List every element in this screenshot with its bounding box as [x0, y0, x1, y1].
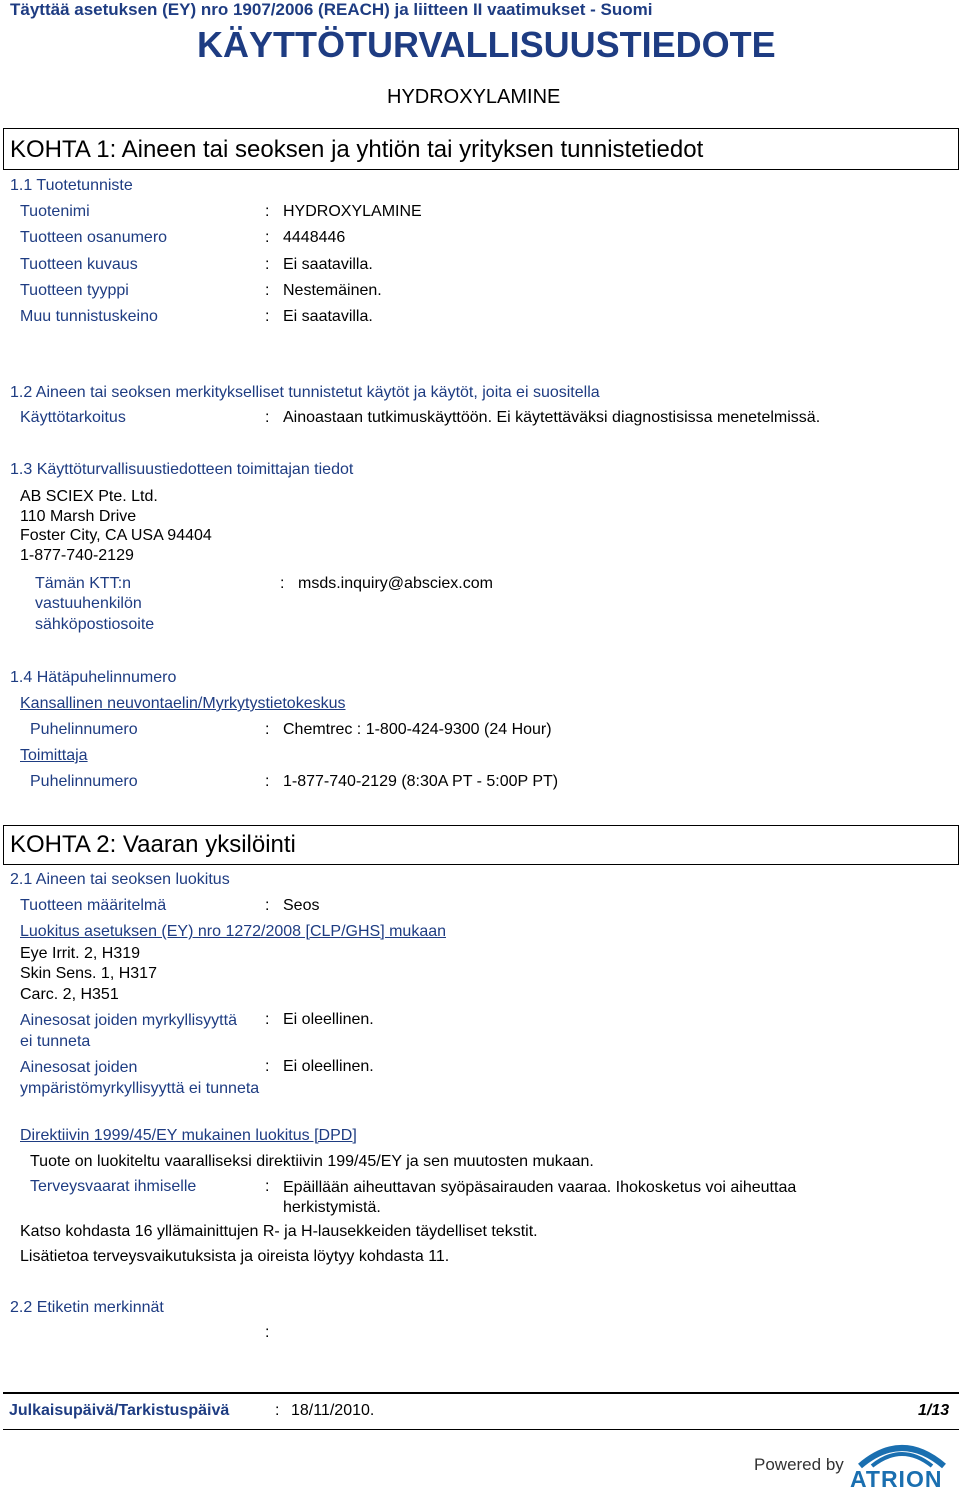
email-address: msds.inquiry@absciex.com — [298, 575, 493, 592]
clp-classification-item: Eye Irrit. 2, H319 — [20, 945, 141, 962]
field-value: Ei saatavilla. — [283, 308, 373, 325]
email-label-line: vastuuhenkilön — [35, 595, 142, 612]
subsection-1-3-title: 1.3 Käyttöturvallisuustiedotteen toimittajan tiedot — [10, 461, 354, 478]
note-text: Katso kohdasta 16 yllämainittujen R- ja H-lausekkeiden täydelliset tekstit. — [20, 1223, 538, 1240]
colon: : — [265, 773, 270, 790]
emergency-phone: Chemtrec : 1-800-424-9300 (24 Hour) — [283, 721, 552, 738]
field-value: Ei oleellinen. — [283, 1058, 374, 1075]
field-label: Ainesosat joiden ympäristömyrkyllisyyttä ei tunneta — [20, 1059, 260, 1097]
clp-classification-heading: Luokitus asetuksen (EY) nro 1272/2008 [CLP/GHS] mukaan — [20, 923, 447, 940]
subsection-1-1-title: 1.1 Tuotetunniste — [10, 177, 133, 194]
field-value: Ei saatavilla. — [283, 256, 373, 273]
section2-heading-box — [3, 825, 959, 865]
colon: : — [265, 203, 270, 220]
colon: : — [280, 575, 285, 592]
colon: : — [265, 1058, 270, 1075]
colon: : — [275, 1402, 280, 1419]
field-value: 4448446 — [283, 229, 346, 246]
subsection-1-2-title: 1.2 Aineen tai seoksen merkitykselliset tunnistetut käytöt ja käytöt, joita ei suositella — [10, 384, 600, 401]
email-label-line: Tämän KTT:n — [35, 575, 132, 592]
field-label: Muu tunnistuskeino — [20, 308, 158, 325]
colon: : — [265, 1011, 270, 1028]
address-line: 1-877-740-2129 — [20, 547, 134, 564]
address-line: Foster City, CA USA 94404 — [20, 527, 212, 544]
colon: : — [265, 1324, 270, 1341]
footer-date-label: Julkaisupäivä/Tarkistuspäivä — [9, 1402, 230, 1419]
health-hazards: Epäillään aiheuttavan syöpäsairauden vaaraa. Ihokosketus voi aiheuttaa herkistymistä. — [283, 1179, 797, 1216]
document-title: KÄYTTÖTURVALLISUUSTIEDOTE — [197, 24, 776, 65]
regulation-line: Täyttää asetuksen (EY) nro 1907/2006 (REACH) ja liitteen II vaatimukset - Suomi — [10, 0, 653, 19]
footer-underline — [3, 1429, 959, 1430]
atrion-wordmark: ATRION — [850, 1466, 943, 1492]
field-value: Nestemäinen. — [283, 282, 382, 299]
address-line: AB SCIEX Pte. Ltd. — [20, 488, 158, 505]
national-center-heading: Kansallinen neuvontaelin/Myrkytystietokeskus — [20, 695, 346, 712]
colon: : — [265, 1178, 270, 1195]
colon: : — [265, 282, 270, 299]
supplier-heading: Toimittaja — [20, 747, 88, 764]
subsection-1-4-title: 1.4 Hätäpuhelinnumero — [10, 669, 177, 686]
field-value: HYDROXYLAMINE — [283, 203, 422, 220]
section1-heading: KOHTA 1: Aineen tai seoksen ja yhtiön tai yrityksen tunnistetiedot — [10, 136, 704, 163]
field-label: Tuotteen osanumero — [20, 229, 168, 246]
product-name-header: HYDROXYLAMINE — [387, 86, 561, 108]
dpd-classification-text: Tuote on luokiteltu vaaralliseksi direktiivin 199/45/EY ja sen muutosten mukaan. — [30, 1153, 594, 1170]
colon: : — [265, 897, 270, 914]
field-label: Puhelinnumero — [30, 721, 138, 738]
field-label: Tuotteen kuvaus — [20, 256, 138, 273]
field-label: Terveysvaarat ihmiselle — [30, 1178, 197, 1195]
colon: : — [265, 229, 270, 246]
page-number: 1/13 — [918, 1402, 950, 1419]
powered-by-text: Powered by — [754, 1455, 844, 1474]
address-line: 110 Marsh Drive — [20, 508, 137, 525]
footer-date-value: 18/11/2010. — [291, 1402, 375, 1419]
clp-classification-item: Carc. 2, H351 — [20, 986, 119, 1003]
field-label: Tuotteen tyyppi — [20, 282, 129, 299]
field-label: Käyttötarkoitus — [20, 409, 126, 426]
supplier-phone: 1-877-740-2129 (8:30A PT - 5:00P PT) — [283, 773, 559, 790]
colon: : — [265, 721, 270, 738]
subsection-2-2-title: 2.2 Etiketin merkinnät — [10, 1299, 164, 1316]
email-label-line: sähköpostiosoite — [35, 616, 155, 633]
field-value: Ei oleellinen. — [283, 1011, 374, 1028]
field-value: Ainoastaan tutkimuskäyttöön. Ei käytettäväksi diagnostisissa menetelmissä. — [283, 409, 821, 426]
colon: : — [265, 256, 270, 273]
clp-classification-item: Skin Sens. 1, H317 — [20, 965, 157, 982]
field-label: Puhelinnumero — [30, 773, 138, 790]
note-text: Lisätietoa terveysvaikutuksista ja oireista löytyy kohdasta 11. — [20, 1248, 450, 1265]
field-label: Tuotteen määritelmä — [20, 897, 167, 914]
section1-heading-box — [3, 128, 959, 170]
field-label: Ainesosat joiden myrkyllisyyttä ei tunneta — [20, 1012, 237, 1050]
atrion-logo — [850, 1436, 954, 1492]
colon: : — [265, 409, 270, 426]
footer-bar — [3, 1392, 959, 1429]
subsection-2-1-title: 2.1 Aineen tai seoksen luokitus — [10, 871, 230, 888]
dpd-classification-heading: Direktiivin 1999/45/EY mukainen luokitus [DPD] — [20, 1127, 357, 1144]
section2-heading: KOHTA 2: Vaaran yksilöinti — [10, 831, 296, 858]
product-definition: Seos — [283, 897, 320, 914]
field-label: Tuotenimi — [20, 203, 90, 220]
colon: : — [265, 308, 270, 325]
